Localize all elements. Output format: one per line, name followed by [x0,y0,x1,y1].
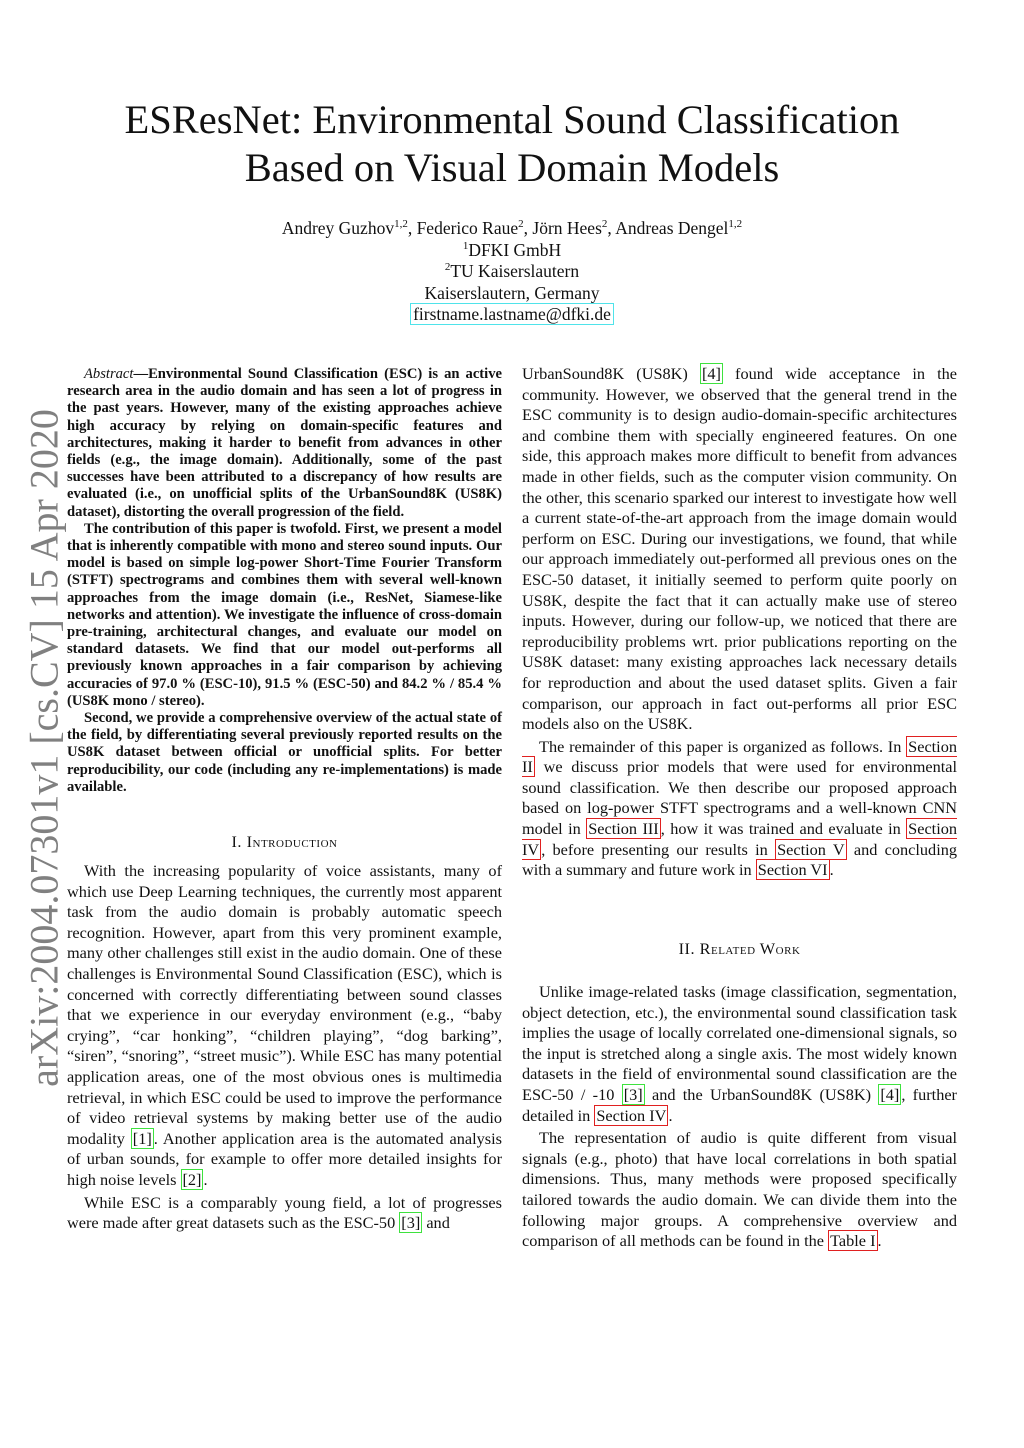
section-number: II. [678,939,696,958]
title-line-2: Based on Visual Domain Models [244,145,780,190]
paragraph [522,737,957,881]
paragraph [67,861,502,1191]
text: UrbanSound8K (US8K) [522,364,700,383]
text: we discuss prior models that were used for environmental sound classification. We then describe our proposed approach based on log-power STFT spectrograms and a well-known CNN model in [522,757,957,839]
abstract-label: Abstract [84,366,134,382]
affiliation-2 [0,261,1024,283]
text: , further detailed in [522,1084,957,1125]
citation-link[interactable]: [3] [401,1213,421,1233]
location: Kaiserslautern, Germany [424,282,600,303]
text: , before presenting our results in [541,839,776,859]
affiliation-name: DFKI GmbH [468,239,562,260]
author-affiliation-mark: 1,2 [394,218,408,230]
introduction-left-column [67,861,502,1236]
citation-link[interactable]: [3] [623,1084,643,1104]
text: . [829,860,834,880]
text: The representation of audio is quite different from visual signals (e.g., photo) that have local correlations in both spatial dimensions. Thus, many methods were proposed specifically tailored towards the audio domain. We can divide them into the following major groups. A comprehensive overview and comparison of all methods can be found in the [522,1128,957,1251]
author-name: Federico Raue [416,218,519,238]
paragraph [522,982,957,1126]
title-line-1: ESResNet: Environmental Sound Classification [124,97,900,142]
related-work-body [522,982,957,1254]
table-link[interactable]: Table I [830,1231,876,1251]
author-list: Andrey Guzhov$^{1,2}$, Federico Raue$^2$, Jörn Hees$^2$, Andreas Dengel$^{1,2}$ [281,218,743,238]
section-link[interactable]: Section II [522,736,957,777]
paragraph [67,1193,502,1234]
paragraph [522,1128,957,1252]
abstract-paragraph: The contribution of this paper is twofold. First, we present a model that is inherently compatible with mono and stereo sound inputs. Our model is based on simple log-power Short-Time Fourier Transform (STFT) spectrograms and combines them with several well-known approaches from the image domain (i.e., ResNet, Siamese-like networks and attention). We investigate the influence of cross-domain pre-training, architectural changes, and evaluate our model on standard datasets. We find that our model out-performs all previously known approaches in a fair comparison by achieving accuracies of 97.0 % (ESC-10), 91.5 % (ESC-50) and 84.2 % / 85.4 % (US8K mono / stereo). [67,520,502,709]
text: and concluding with a summary and future work in [522,839,958,880]
text: The remainder of this paper is organized as follows. In [539,736,907,756]
author-affiliation-mark: 1,2 [728,218,743,230]
text: found wide acceptance in the community. However, we observed that the general trend in the ESC community is to design audio-domain-specific architectures and combine them with specially engineered features. On one side, this approach makes more difficult to benefit from advances made in other fields, such as the computer vision community. On the other, this scenario sparked our interest to investigate how well a current state-of-the-art approach from the image domain would perform on ESC. During our investigations, we found, that while our approach immediately out-performed all previous ones on the ESC-50 dataset, it initially seemed to perform quite poorly on US8K, despite the fact that it can actually make use of stereo inputs. However, during our follow-up, we noticed that there are reproducibility problems wrt. prior publications reporting on the US8K dataset: many existing approaches lack necessary details for reproduction and about the used dataset splits. Given a fair comparison, our approach in fact out-performs all prior ESC models also on the US8K. [522,364,957,734]
text: . [668,1105,673,1125]
abstract-text: Environmental Sound Classification (ESC) is an active research area in the audio domain and has seen a lot of progress in the past years. However, many of the existing approaches achieve high accuracy by relying on domain-specific features and architectures, making it harder to benefit from advances in other fields (e.g., the image domain). Additionally, some of the past successes have been attributed to a discrepancy of how results are evaluated (i.e., on unofficial splits of the UrbanSound8K (US8K) dataset), distorting the overall progression of the field. [67,366,502,520]
abstract-paragraph: Second, we provide a comprehensive overview of the actual state of the field, by differentiating several previously reported results on the US8K dataset between official or unofficial splits. For better reproducibility, our code (including any re-implementations) is made available. [67,710,502,795]
citation-link[interactable]: [4] [701,364,721,383]
author-name: Jörn Hees [532,218,602,238]
affiliation-number: 2 [444,261,451,273]
text: and the UrbanSound8K (US8K) [644,1084,879,1104]
section-title: Introduction [246,832,338,851]
text: While ESC is a comparably young field, a lot of progresses were made after great datasets such as the ESC-50 [67,1192,502,1233]
author-affiliation-mark: 2 [601,218,608,230]
paragraph [522,364,957,735]
arxiv-identifier: arXiv:2004.07301v1 [cs.CV] 15 Apr 2020 [21,409,67,1087]
text: . [203,1169,208,1189]
text: and [422,1213,450,1233]
text: . Another application area is the automated analysis of urban sounds, for example to offer more detailed insights for high noise levels [67,1128,503,1189]
text: , how it was trained and evaluate in [660,819,907,839]
text: Unlike image-related tasks (image classification, segmentation, object detection, etc.), the environmental sound classification task implies the usage of locally correlated one-dimensional signals, so the input is stretched along a single axis. The most widely known datasets in the field of environmental sound classification are the ESC-50 / -10 [522,982,957,1104]
author-name: Andreas Dengel [615,218,729,238]
section-link[interactable]: Section III [588,819,659,839]
section-link[interactable]: Section IV [596,1105,667,1125]
section-heading-related-work [522,939,957,959]
email-link[interactable]: firstname.lastname@dfki.de [410,303,614,325]
section-heading-introduction [67,832,502,852]
paper-title [0,96,1024,192]
citation-link[interactable]: [4] [880,1084,900,1104]
abstract-paragraph [67,366,502,521]
affiliation-name: TU Kaiserslautern [450,261,580,281]
abstract-dash: — [133,366,149,382]
text: With the increasing popularity of voice assistants, many of which use Deep Learning techniques, the currently most apparent task from the audio domain is probably automatic speech recognition. However, apart from this very prominent example, many other challenges still exist in the audio domain. One of these challenges is Environmental Sound Classification (ESC), which is concerned with correctly differentiating between sound classes that we experience in our everyday environment (e.g., “baby crying”, “car honking”, “children playing”, “dog barking”, “siren”, “snoring”, “street music”). While ESC has many potential application areas, one of the most obvious ones is multimedia retrieval, in which ESC could be used to improve the performance of video retrieval systems by making better use of the audio modality [67,861,502,1148]
citation-link[interactable]: [2] [182,1169,202,1189]
introduction-right-column [522,364,957,883]
section-number: I. [231,832,243,851]
section-link[interactable]: Section IV [522,819,958,859]
text: . [877,1231,882,1251]
section-title: Related Work [699,939,801,958]
citation-link[interactable]: [1] [132,1128,152,1148]
section-link[interactable]: Section VI [757,860,828,880]
section-link[interactable]: Section V [777,839,845,859]
author-affiliation-mark: 2 [518,218,524,230]
abstract [67,366,502,796]
author-name: Andrey Guzhov [281,218,395,238]
affiliation-number: 1 [462,239,469,252]
affiliation-1 [0,240,1024,262]
author-block [0,218,1024,326]
